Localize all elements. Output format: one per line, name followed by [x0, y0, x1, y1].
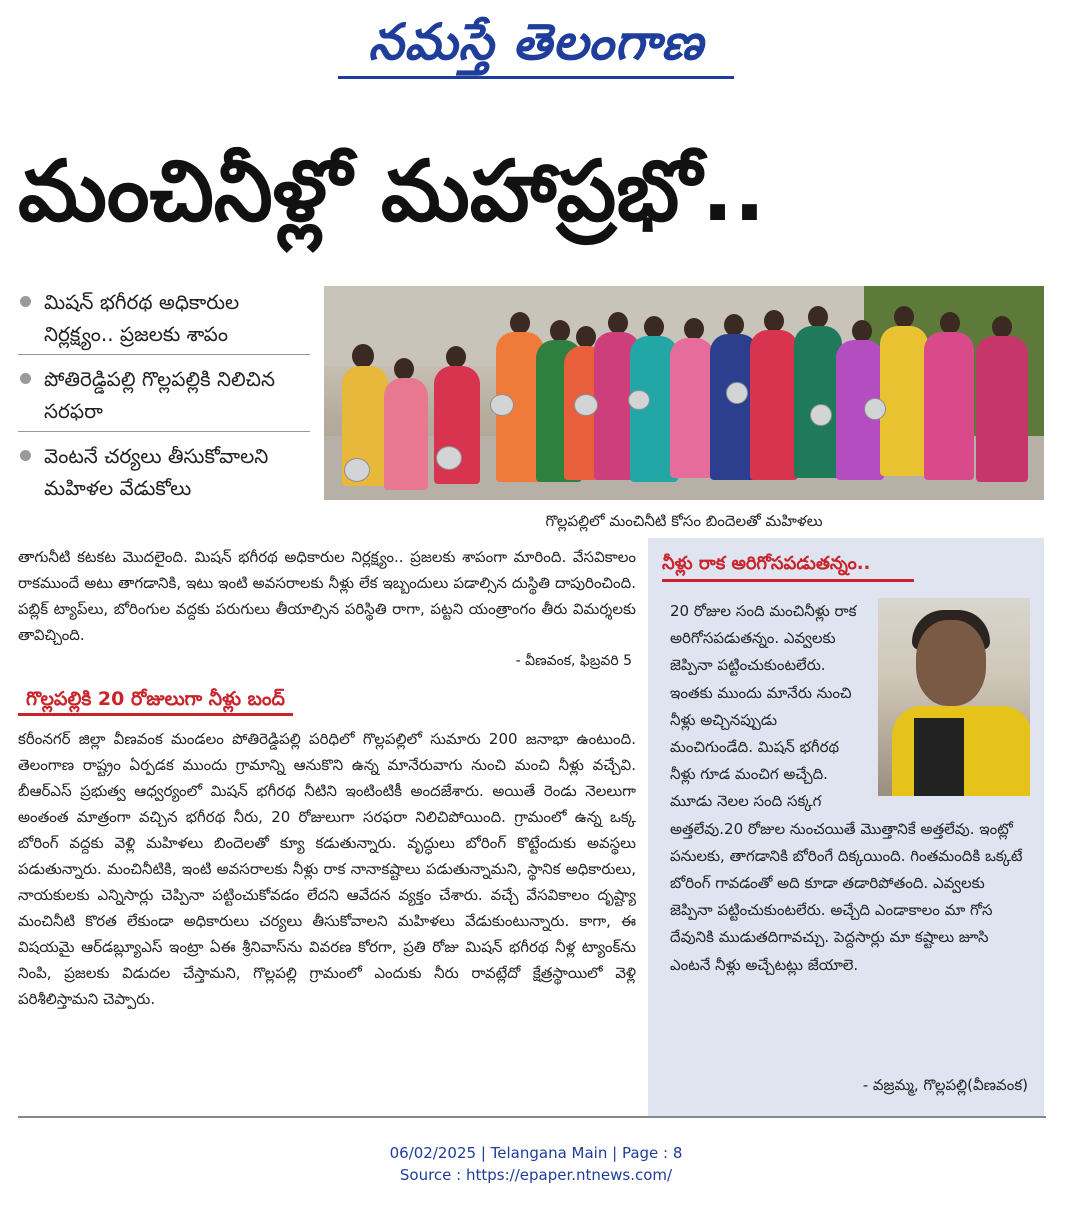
bullet-text: పోతిరెడ్డిపల్లి గొల్లపల్లికి నిలిచిన సరఫరా	[44, 367, 276, 423]
bullet-text: మిషన్ భగీరథ అధికారుల నిర్లక్ష్యం.. ప్రజలకు శాపం	[44, 290, 240, 346]
sidebar-body	[670, 598, 1030, 979]
news-photo-women-with-pots	[324, 286, 1044, 500]
masthead-title: నమస్తే తెలంగాణ	[368, 12, 704, 71]
bullet-dot-icon	[20, 373, 31, 384]
bullet-text: వెంటనే చర్యలు తీసుకోవాలని మహిళల వేడుకోలు	[44, 444, 269, 500]
photo-caption: గొల్లపల్లిలో మంచినీటి కోసం బిందెలతో మహిళలు	[545, 512, 823, 530]
bullet-item	[18, 363, 310, 432]
masthead-underline	[338, 76, 734, 79]
footer-source: Source : https://epaper.ntnews.com/	[399, 1166, 673, 1184]
sidebar-quote-box	[648, 538, 1044, 1116]
portrait-photo	[878, 598, 1030, 796]
body-paragraph: కరీంనగర్ జిల్లా వీణవంక మండలం పోతిరెడ్డిపల్లి పరిధిలో గొల్లపల్లిలో సుమారు 200 జనాభా ఉంటుంది. తెలంగాణ రాష్ట్రం ఏర్పడక ముందు గ్రామాన్ని ఆనుకొని ఉన్న మానేరువాగు నుంచి మంచి నీళ్లు వచ్చేవి. బీఆర్ఎస్ ప్రభుత్వ ఆధ్వర్యంలో మిషన్ భగీరథ నీటిని ఇంటింటికీ అందజేశారు. అయితే రెండు నెలలుగా అంతంత మాత్రంగా వచ్చిన భగీరథ నీరు, 20 రోజులుగా సరఫరా నిలిచిపోయింది. గ్రామంలో ఉన్న ఒక్క బోరింగ్ వద్దకు వెళ్లి మహిళలు బిందెలతో క్యూ కడుతున్నారు. వృద్ధులు బోరింగ్ కొట్టేందుకు అవస్థలు పడుతున్నారు. మంచినీటికి, ఇంటి అవసరాలకు నీళ్లు రాక నానాకష్టాలు పడుతున్నామని, స్థానిక అధికారులు, నాయకులకు ఎన్నిసార్లు చెప్పినా పట్టించుకోవడం లేదని ఆవేదన వ్యక్తం చేశారు. వచ్చే వేసవికాలం దృష్ట్యా మంచినీటి కొరత లేకుండా అధికారులు చర్యలు తీసుకోవాలని మహిళలు వేడుకుంటున్నారు. కాగా, ఈ విషయమై ఆర్‌డబ్ల్యూఎస్ ఇంట్రా ఏఈ శ్రీనివాస్‌ను వివరణ కోరగా, ప్రతి రోజు మిషన్ భగీరథ నీళ్ల ట్యాంక్‌ను నింపి, ప్రజలకు విడుదల చేస్తామని, గొల్లపల్లి గ్రామంలో ఎందుకు నీరు రావట్లేదో క్షేత్రస్థాయిలో వెళ్లి పరిశీలిస్తామని చెప్పారు.	[18, 730, 636, 1008]
sidebar-attribution: - వజ్రమ్మ, గొల్లపల్లి(వీణవంక)	[862, 1076, 1028, 1094]
sidebar-quote-text: 20 రోజుల సంది మంచినీళ్లు రాక అరిగోసపడుతన్నం. ఎవ్వలకు జెప్పినా పట్టించుకుంటలేరు. ఇంతకు ముందు మానేరు నుంచి నీళ్లు అచ్చినప్పుడు మంచిగుండేది. మిషన్ భగీరథ నీళ్లు గూడ మంచిగ అచ్చేది. మూడు నెలల సంది సక్కగ అత్తలేవు.20 రోజుల నుంచయితే మొత్తానికే అత్తలేవు. ఇంట్లో పనులకు, తాగడానికి బోరింగే దిక్కయింది. గింతమందికి ఒక్కటే బోరింగ్ గావడంతో అది కూడా తడారిపోతంది. ఎవ్వలకు జెప్పినా పట్టించుకుంటలేరు. అచ్చేది ఎండాకాలం మా గోస దేవునికి ముడుతదిగావచ్చు. పెద్దసార్లు మా కష్టాలు జూసి ఎంటనే నీళ్లు అచ్చేటట్లు జేయాలె.	[670, 602, 1023, 974]
footer-date-page: 06/02/2025 | Telangana Main | Page : 8	[389, 1144, 683, 1162]
section-subhead: గొల్లపల్లికి 20 రోజులుగా నీళ్లు బంద్	[18, 686, 293, 716]
bullet-dot-icon	[20, 450, 31, 461]
dateline: - వీణవంక, ఫిబ్రవరి 5	[515, 653, 632, 669]
bullet-dot-icon	[20, 296, 31, 307]
sidebar-title: నీళ్లు రాక అరిగోసపడుతన్నం..	[662, 550, 914, 582]
bottom-divider	[18, 1116, 1046, 1118]
main-article	[18, 544, 636, 1012]
bullet-item	[18, 286, 310, 355]
headline: మంచినీళ్లో మహాప్రభో..	[18, 142, 766, 240]
lead-paragraph: తాగునీటి కటకట మొదలైంది. మిషన్ భగీరథ అధికారుల నిర్లక్ష్యం.. ప్రజలకు శాపంగా మారింది. వేసవికాలం రాకముందే అటు తాగడానికి, ఇటు ఇంటి అవసరాలకు నీళ్లు లేక ఇబ్బందులు పడాల్సిన దుస్థితి దాపురించింది. పబ్లిక్ ట్యాప్‌లు, బోరింగుల వద్దకు పరుగులు తీయాల్సిన పరిస్థితి రాగా, పట్టని యంత్రాంగం తీరు విమర్శలకు తావిచ్చింది.	[18, 548, 636, 644]
highlight-bullets	[18, 286, 310, 516]
bullet-item	[18, 440, 310, 508]
